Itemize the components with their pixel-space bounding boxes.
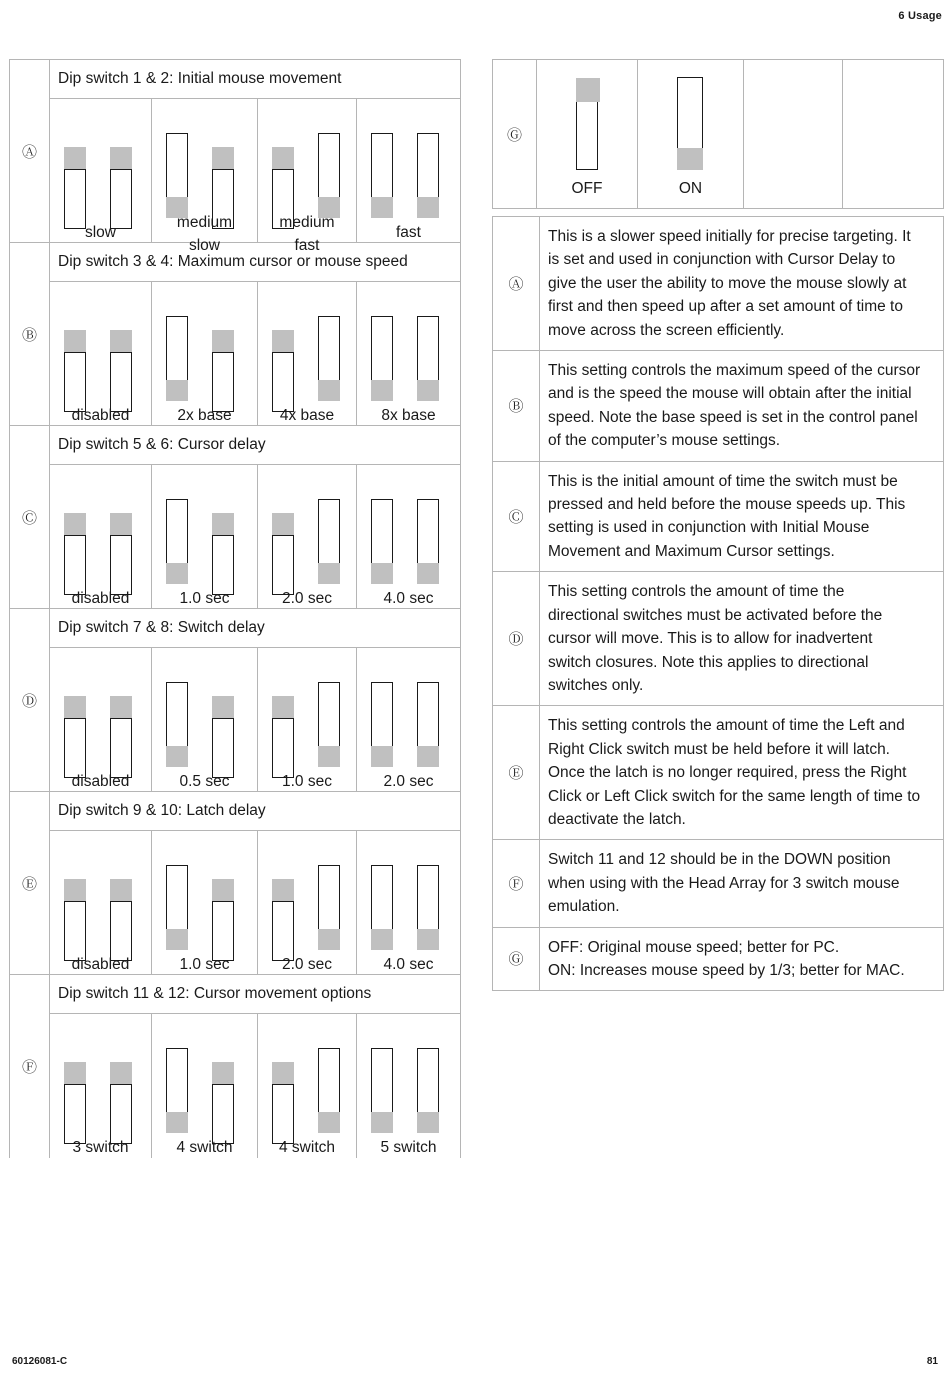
dip-switch-up <box>64 535 86 595</box>
option-cell <box>152 282 258 425</box>
option-cell <box>258 831 357 974</box>
switch-knob <box>417 197 439 218</box>
switch-knob <box>64 513 86 535</box>
option-label: 4x base <box>279 407 335 424</box>
dip-switch-up <box>272 1084 294 1144</box>
option-label: 2.0 sec <box>383 773 434 790</box>
switch-knob <box>110 696 132 718</box>
option-label: 8x base <box>381 407 436 424</box>
switch-knob <box>64 696 86 718</box>
option-cell <box>258 282 357 425</box>
option-label: medium fast <box>279 214 335 254</box>
dip-switch-up <box>110 901 132 961</box>
switch-knob <box>166 929 188 950</box>
g-off-label: OFF <box>571 180 603 197</box>
switch-knob <box>417 1112 439 1133</box>
switch-knob <box>318 380 340 401</box>
dip-switch-down <box>417 1048 439 1132</box>
setting-options <box>50 282 460 425</box>
setting-section <box>9 609 461 792</box>
g-switch-table <box>492 59 944 209</box>
description-text: This is the initial amount of time the switch must be pressed and held before the mouse speeds up. This setting is used in conjunction with Initial Mouse Movement and Maximum Cursor settings. <box>548 472 906 560</box>
description-row <box>493 217 943 351</box>
g-letter: Ⓖ <box>493 60 537 208</box>
switch-knob <box>64 879 86 901</box>
description-text: OFF: Original mouse speed; better for PC. ON: Increases mouse speed by 1/3; better for MAC. <box>548 938 905 979</box>
setting-section <box>9 60 461 254</box>
switch-knob <box>417 563 439 584</box>
g-on-label: ON <box>678 180 703 197</box>
switch-knob <box>576 78 600 102</box>
switch-knob <box>272 1062 294 1084</box>
dip-switch-down <box>417 499 439 583</box>
option-label: 2.0 sec <box>282 590 332 607</box>
dip-switch-down <box>371 316 393 400</box>
document-id: 60126081-C <box>12 1356 68 1367</box>
setting-letter: Ⓔ <box>9 792 50 974</box>
dip-switch-down <box>417 865 439 949</box>
setting-body <box>50 792 461 974</box>
setting-title: Dip switch 11 & 12: Cursor movement options <box>50 975 460 1014</box>
switch-knob <box>371 197 393 218</box>
setting-body <box>50 243 461 425</box>
option-label: disabled <box>71 956 130 973</box>
switch-knob <box>272 147 294 169</box>
setting-options <box>50 831 460 974</box>
option-cell <box>152 1014 258 1158</box>
setting-title: Dip switch 9 & 10: Latch delay <box>50 792 460 831</box>
description-letter: Ⓑ <box>493 351 540 461</box>
option-label: 4.0 sec <box>383 956 434 973</box>
switch-knob <box>110 1062 132 1084</box>
description-row <box>493 462 943 573</box>
dip-switch-up <box>64 352 86 412</box>
setting-body <box>50 60 461 254</box>
switch-knob <box>64 330 86 352</box>
descriptions-table <box>492 216 944 991</box>
dip-switch-up <box>110 718 132 778</box>
switch-knob <box>677 148 703 170</box>
setting-options <box>50 1014 460 1158</box>
setting-section <box>9 243 461 426</box>
dip-switch-down <box>318 133 340 217</box>
dip-switch-up <box>212 1084 234 1144</box>
dip-switch-up <box>110 169 132 229</box>
switch-knob <box>371 929 393 950</box>
description-text: This setting controls the amount of time the directional switches must be activated before the cursor will move. This is to allow for inadvertent switch closures. Note this applies to directional switches only. <box>548 583 883 694</box>
switch-knob <box>417 929 439 950</box>
description-letter: Ⓔ <box>493 706 540 839</box>
switch-knob <box>272 513 294 535</box>
dip-switch-up <box>64 901 86 961</box>
option-cell <box>357 1014 460 1158</box>
option-label: disabled <box>71 773 130 790</box>
g-empty-cell <box>744 60 843 208</box>
option-label: 1.0 sec <box>179 956 230 973</box>
page-number: 81 <box>926 1356 938 1367</box>
option-label: 5 switch <box>380 1139 437 1156</box>
switch-knob <box>318 563 340 584</box>
dip-switch-up <box>212 901 234 961</box>
setting-letter: Ⓒ <box>9 426 50 608</box>
description-row <box>493 572 943 706</box>
setting-letter: Ⓑ <box>9 243 50 425</box>
option-label: 1.0 sec <box>282 773 332 790</box>
option-cell <box>357 465 460 608</box>
setting-letter: Ⓓ <box>9 609 50 791</box>
switch-knob <box>110 879 132 901</box>
setting-title: Dip switch 7 & 8: Switch delay <box>50 609 460 648</box>
description-letter: Ⓒ <box>493 462 540 572</box>
dip-switch-up <box>272 901 294 961</box>
switch-knob <box>212 147 234 169</box>
dip-switch-down <box>371 133 393 217</box>
dip-switch-down <box>371 499 393 583</box>
switch-knob <box>371 746 393 767</box>
dip-switch-down <box>166 133 188 217</box>
g-on-cell <box>638 60 744 208</box>
switch-knob <box>110 147 132 169</box>
dip-switch-up <box>212 718 234 778</box>
dip-switch-up <box>110 1084 132 1144</box>
dip-switch-down <box>318 682 340 766</box>
switch-knob <box>417 380 439 401</box>
dip-switch-off <box>576 78 598 170</box>
description-row <box>493 351 943 462</box>
option-label: 0.5 sec <box>179 773 230 790</box>
setting-options <box>50 648 460 791</box>
switch-knob <box>318 1112 340 1133</box>
dip-switch-down <box>417 133 439 217</box>
option-cell <box>357 99 460 242</box>
dip-switch-down <box>417 682 439 766</box>
setting-body <box>50 975 461 1158</box>
description-letter: Ⓖ <box>493 928 540 991</box>
option-label: 3 switch <box>72 1139 129 1156</box>
option-cell <box>152 648 258 791</box>
option-cell <box>258 99 357 254</box>
dip-switch-up <box>110 352 132 412</box>
dip-switch-settings-table <box>9 59 461 1158</box>
setting-title: Dip switch 3 & 4: Maximum cursor or mouse speed <box>50 243 460 282</box>
description-row <box>493 840 943 927</box>
dip-switch-down <box>371 682 393 766</box>
dip-switch-up <box>272 352 294 412</box>
dip-switch-down <box>166 865 188 949</box>
dip-switch-down <box>166 682 188 766</box>
switch-knob <box>110 330 132 352</box>
setting-letter: Ⓕ <box>9 975 50 1158</box>
description-row <box>493 928 943 991</box>
g-off-cell <box>537 60 638 208</box>
dip-switch-down <box>318 316 340 400</box>
dip-switch-down <box>166 316 188 400</box>
option-cell <box>258 1014 357 1158</box>
switch-knob <box>212 1062 234 1084</box>
dip-switch-up <box>110 535 132 595</box>
description-text: This setting controls the amount of time the Left and Right Click switch must be held before it will latch. Once the latch is no longer required, press the Right Click or Left Click switch for the same length of time to deactivate the latch. <box>548 717 921 828</box>
option-label: medium slow <box>176 214 233 254</box>
dip-switch-up <box>64 1084 86 1144</box>
setting-body <box>50 609 461 791</box>
switch-knob <box>371 1112 393 1133</box>
dip-switch-down <box>166 1048 188 1132</box>
switch-knob <box>318 746 340 767</box>
dip-switch-down <box>318 865 340 949</box>
description-letter: Ⓕ <box>493 840 540 926</box>
dip-switch-down <box>417 316 439 400</box>
option-cell <box>50 831 152 974</box>
setting-options <box>50 99 460 254</box>
switch-knob <box>318 929 340 950</box>
dip-switch-up <box>64 169 86 229</box>
switch-knob <box>212 330 234 352</box>
g-empty-cell <box>843 60 943 208</box>
option-cell <box>50 648 152 791</box>
switch-knob <box>110 513 132 535</box>
switch-knob <box>212 696 234 718</box>
switch-knob <box>272 879 294 901</box>
description-text: This setting controls the maximum speed of the cursor and is the speed the mouse will obtain after the initial speed. Note the base speed is set in the control panel of the computer’s mouse settings. <box>548 362 921 450</box>
option-label: 1.0 sec <box>179 590 230 607</box>
switch-knob <box>371 380 393 401</box>
option-label: disabled <box>71 590 130 607</box>
description-letter: Ⓐ <box>493 217 540 350</box>
switch-knob <box>272 696 294 718</box>
dip-switch-down <box>166 499 188 583</box>
switch-knob <box>212 879 234 901</box>
setting-letter: Ⓐ <box>9 60 50 242</box>
description-text: Switch 11 and 12 should be in the DOWN position when using with the Head Array for 3 switch mouse emulation. <box>548 851 900 916</box>
switch-knob <box>64 1062 86 1084</box>
description-text: This is a slower speed initially for precise targeting. It is set and used in conjunction with Cursor Delay to give the user the ability to move the mouse slowly at first and then speed up after a set amount of time to move across the screen efficiently. <box>548 228 911 339</box>
option-label: 4 switch <box>176 1139 233 1156</box>
setting-section <box>9 792 461 975</box>
option-label: 4 switch <box>279 1139 335 1156</box>
switch-knob <box>371 563 393 584</box>
option-cell <box>258 648 357 791</box>
option-label: disabled <box>71 407 130 424</box>
option-cell <box>152 99 258 254</box>
switch-knob <box>272 330 294 352</box>
option-label: 2x base <box>177 407 232 424</box>
dip-switch-up <box>212 535 234 595</box>
option-cell <box>152 465 258 608</box>
dip-switch-up <box>64 718 86 778</box>
dip-switch-up <box>272 535 294 595</box>
option-cell <box>50 99 152 242</box>
setting-section <box>9 975 461 1158</box>
dip-switch-up <box>272 718 294 778</box>
dip-switch-down <box>318 499 340 583</box>
option-cell <box>357 648 460 791</box>
option-cell <box>50 465 152 608</box>
dip-switch-down <box>318 1048 340 1132</box>
switch-knob <box>166 563 188 584</box>
switch-knob <box>166 746 188 767</box>
option-label: fast <box>396 224 421 241</box>
dip-switch-up <box>212 352 234 412</box>
switch-knob <box>166 380 188 401</box>
description-row <box>493 706 943 840</box>
setting-options <box>50 465 460 608</box>
option-cell <box>50 282 152 425</box>
option-label: slow <box>84 224 116 241</box>
running-header: 6 Usage <box>898 10 942 22</box>
dip-switch-on <box>677 77 703 169</box>
setting-body <box>50 426 461 608</box>
option-cell <box>357 282 460 425</box>
setting-title: Dip switch 5 & 6: Cursor delay <box>50 426 460 465</box>
option-cell <box>258 465 357 608</box>
switch-knob <box>64 147 86 169</box>
switch-knob <box>417 746 439 767</box>
setting-title: Dip switch 1 & 2: Initial mouse movement <box>50 60 460 99</box>
switch-knob <box>166 1112 188 1133</box>
setting-section <box>9 426 461 609</box>
dip-switch-down <box>371 1048 393 1132</box>
description-letter: Ⓓ <box>493 572 540 705</box>
option-label: 2.0 sec <box>282 956 332 973</box>
option-cell <box>357 831 460 974</box>
dip-switch-down <box>371 865 393 949</box>
option-cell <box>50 1014 152 1158</box>
switch-knob <box>212 513 234 535</box>
option-cell <box>152 831 258 974</box>
option-label: 4.0 sec <box>383 590 434 607</box>
